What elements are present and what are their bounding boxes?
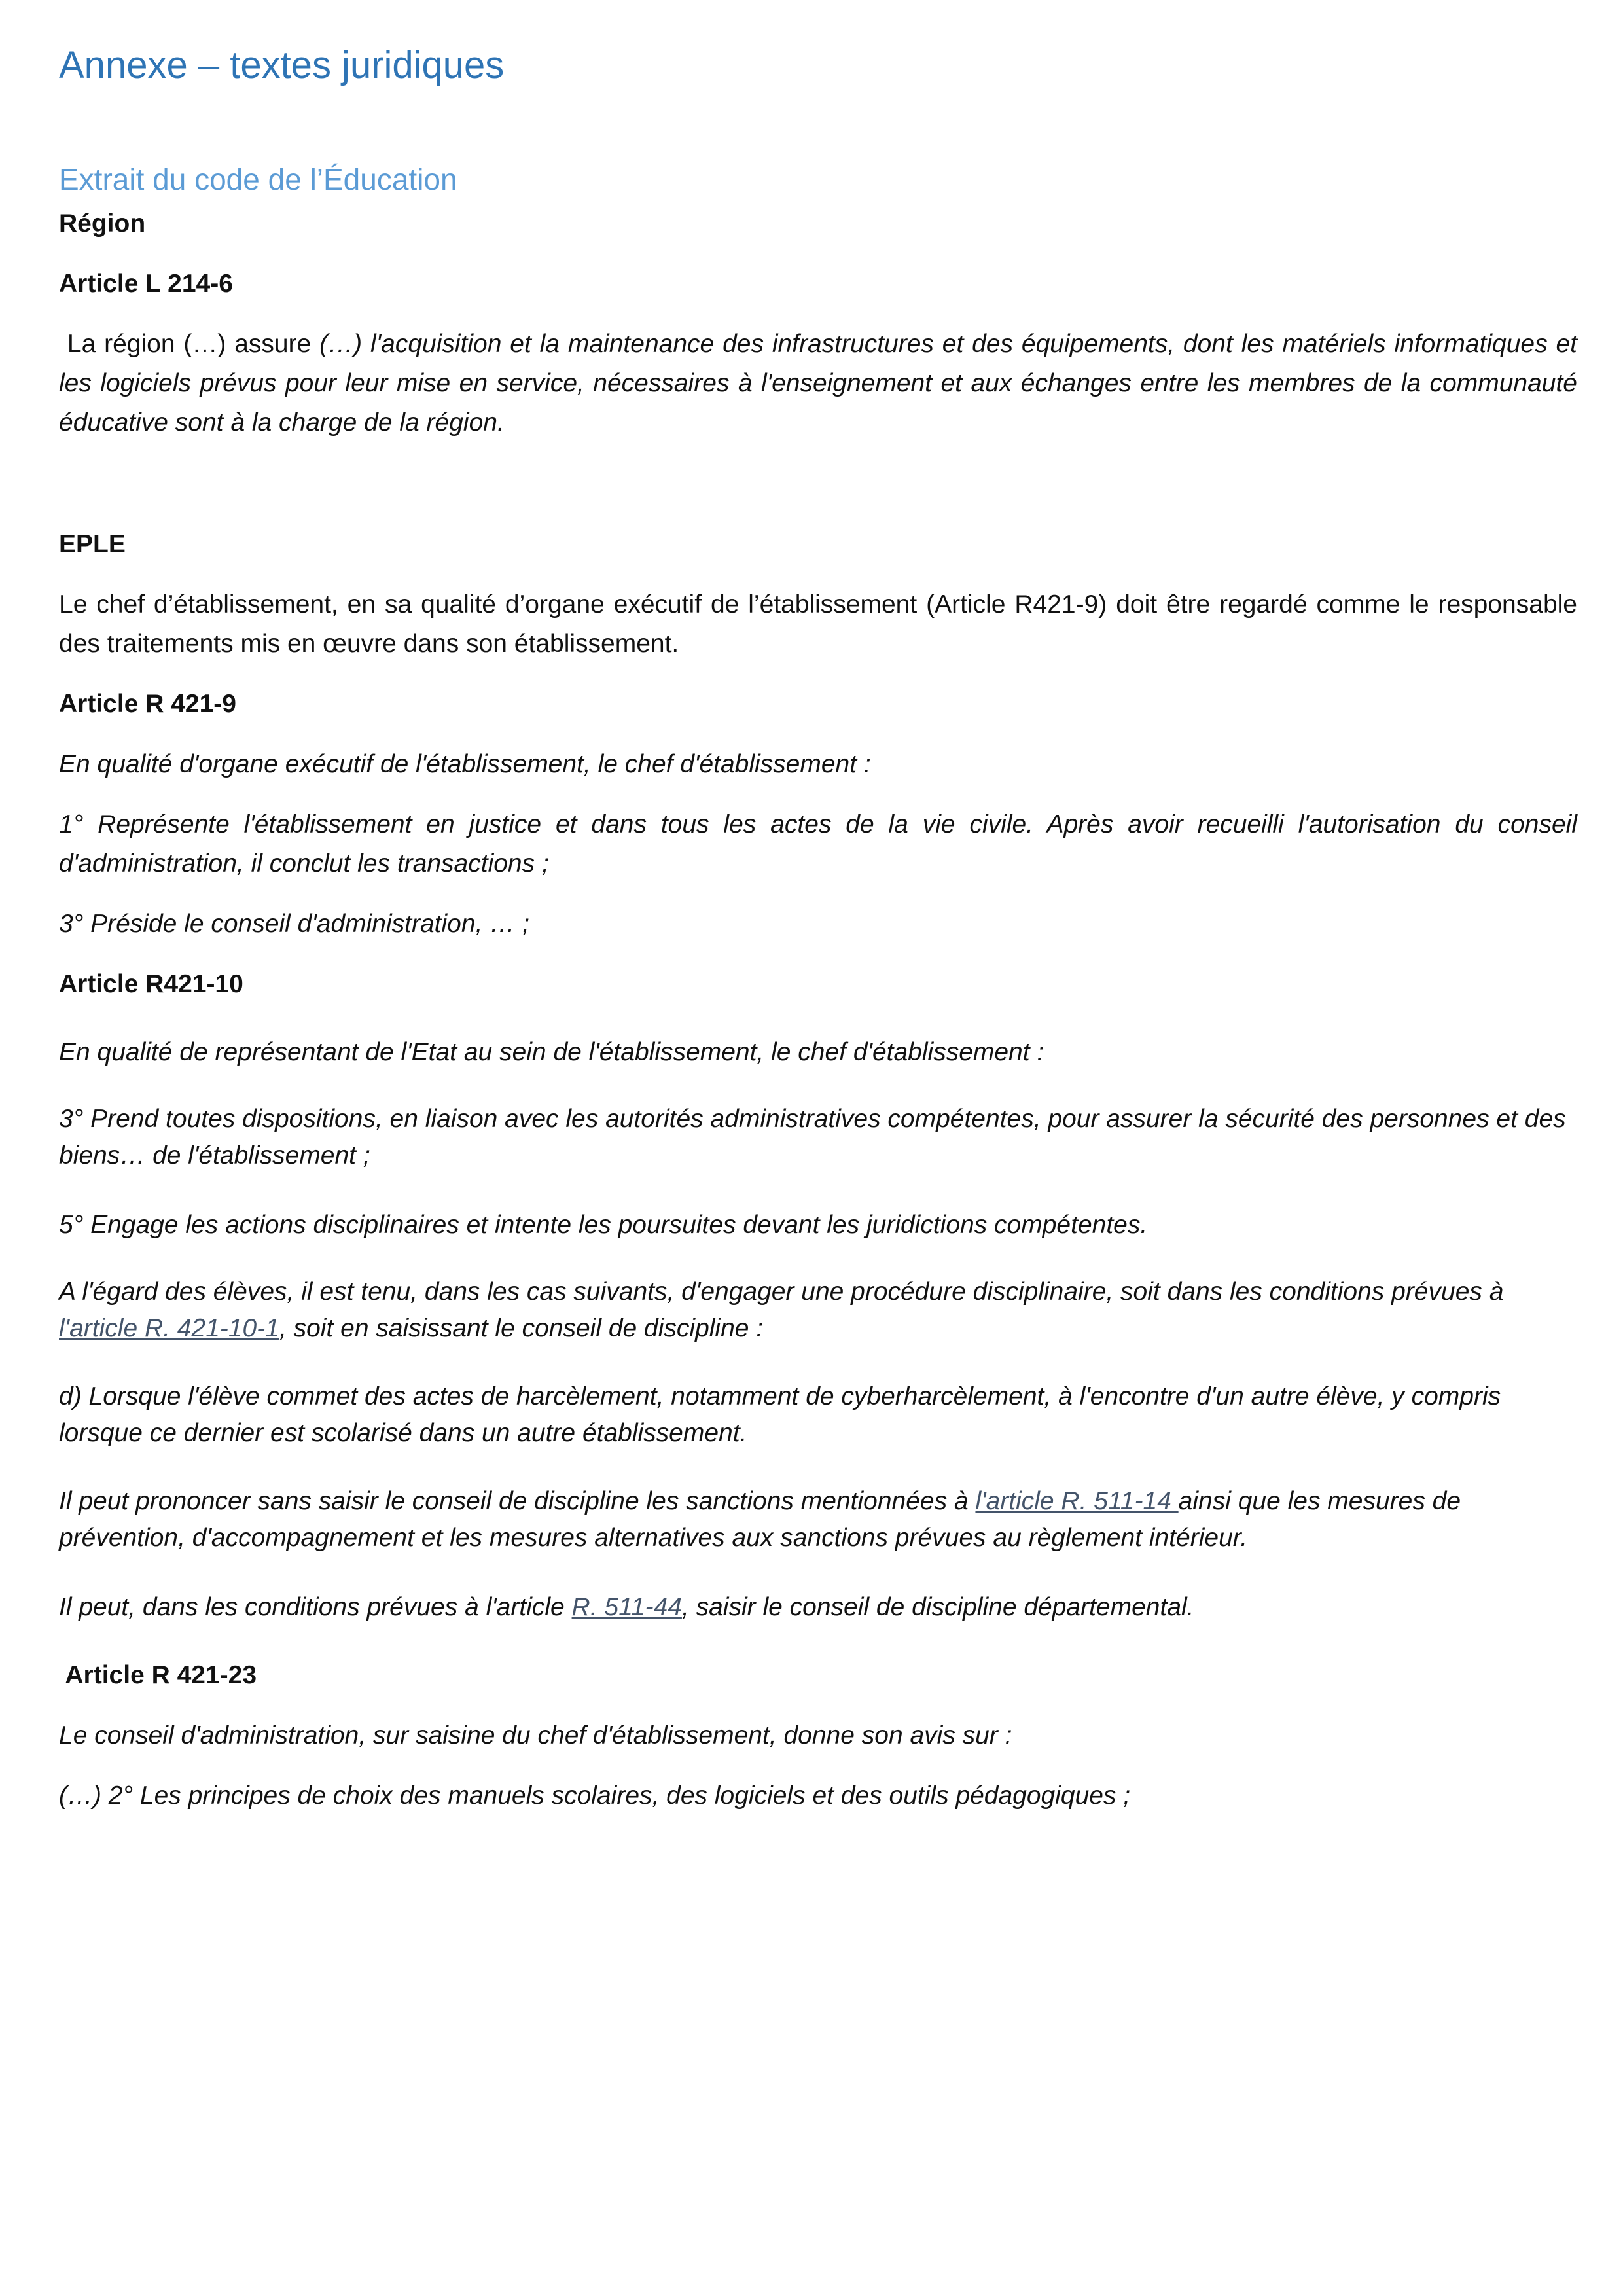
article-r421-23-line1: Le conseil d'administration, sur saisine du chef d'établissement, donne son avis sur :	[59, 1721, 1012, 1749]
article-r421-10-line5: d) Lorsque l'élève commet des actes de harcèlement, notamment de cyberharcèlement, à l'encontre d'un autre élève, y compris lorsque ce dernier est scolarisé dans un autre établissement.	[59, 1382, 1501, 1447]
article-r421-10-line6	[59, 1483, 1577, 1556]
article-r421-9-line: 3° Préside le conseil d'administration, … ;	[59, 910, 529, 938]
article-r421-10-line4-text: A l'égard des élèves, il est tenu, dans les cas suivants, d'engager une procédure disciplinaire, soit dans les conditions prévues à	[59, 1278, 1504, 1306]
article-r421-10-line1: En qualité de représentant de l'Etat au sein de l'établissement, le chef d'établissement :	[59, 1038, 1044, 1066]
article-r421-10-line4-text-end: , soit en saisissant le conseil de discipline :	[279, 1314, 764, 1342]
eple-heading: EPLE	[59, 530, 126, 558]
article-l214-6-heading: Article L 214-6	[59, 270, 233, 298]
article-r421-9-heading: Article R 421-9	[59, 690, 236, 718]
article-r421-10-line2: 3° Prend toutes dispositions, en liaison avec les autorités administratives compétentes, pour assurer la sécurité des personnes et des biens… de l'établissement ;	[59, 1105, 1566, 1170]
article-r421-10-heading: Article R421-10	[59, 970, 243, 998]
article-l214-6-text-italic: (…) l'acquisition et la maintenance des infrastructures et des équipements, dont les matériels informatiques et les logiciels prévus pour leur mise en service, nécessaires à l'enseignement et aux échanges entre les membres de la communauté éducative sont à la charge de la région.	[59, 330, 1584, 437]
link-article-r421-10-1[interactable]: l'article R. 421-10-1	[59, 1314, 279, 1342]
article-r421-23-heading: Article R 421-23	[59, 1661, 257, 1689]
link-article-r511-44[interactable]: R. 511-44	[571, 1593, 682, 1621]
article-r421-10-line7-text-end: , saisir le conseil de discipline départemental.	[681, 1593, 1194, 1621]
link-article-r511-14[interactable]: l'article R. 511-14	[975, 1487, 1179, 1515]
article-l214-6-text	[59, 325, 1584, 442]
article-l214-6-text-intro: La région (…) assure	[59, 330, 320, 358]
article-r421-10-line6-text-end: ainsi que les mesures de prévention, d'accompagnement et les mesures alternatives aux sanctions prévues au règlement intérieur.	[59, 1487, 1468, 1552]
page-title: Annexe – textes juridiques	[59, 44, 505, 86]
section-title: Extrait du code de l’Éducation	[59, 162, 457, 196]
article-r421-23-line2: (…) 2° Les principes de choix des manuels scolaires, des logiciels et des outils pédagogiques ;	[59, 1782, 1131, 1810]
document-page	[59, 39, 1584, 1816]
region-heading: Région	[59, 209, 146, 238]
article-r421-9-line: En qualité d'organe exécutif de l'établissement, le chef d'établissement :	[59, 750, 871, 778]
article-r421-10-line3: 5° Engage les actions disciplinaires et intente les poursuites devant les juridictions compétentes.	[59, 1211, 1148, 1239]
article-r421-10-line7	[59, 1588, 1577, 1627]
article-r421-9-line: 1° Représente l'établissement en justice et dans tous les actes de la vie civile. Après avoir recueilli l'autorisation du conseil d'administration, il conclut les transactions ;	[59, 810, 1577, 878]
article-r421-10-line4	[59, 1274, 1577, 1347]
eple-intro: Le chef d’établissement, en sa qualité d’organe exécutif de l’établissement (Article R421-9) doit être regardé comme le responsable des traitements mis en œuvre dans son établissement.	[59, 590, 1577, 658]
article-r421-10-line6-text: Il peut prononcer sans saisir le conseil de discipline les sanctions mentionnées à	[59, 1487, 976, 1515]
article-r421-10-line7-text: Il peut, dans les conditions prévues à l'article	[59, 1593, 572, 1621]
